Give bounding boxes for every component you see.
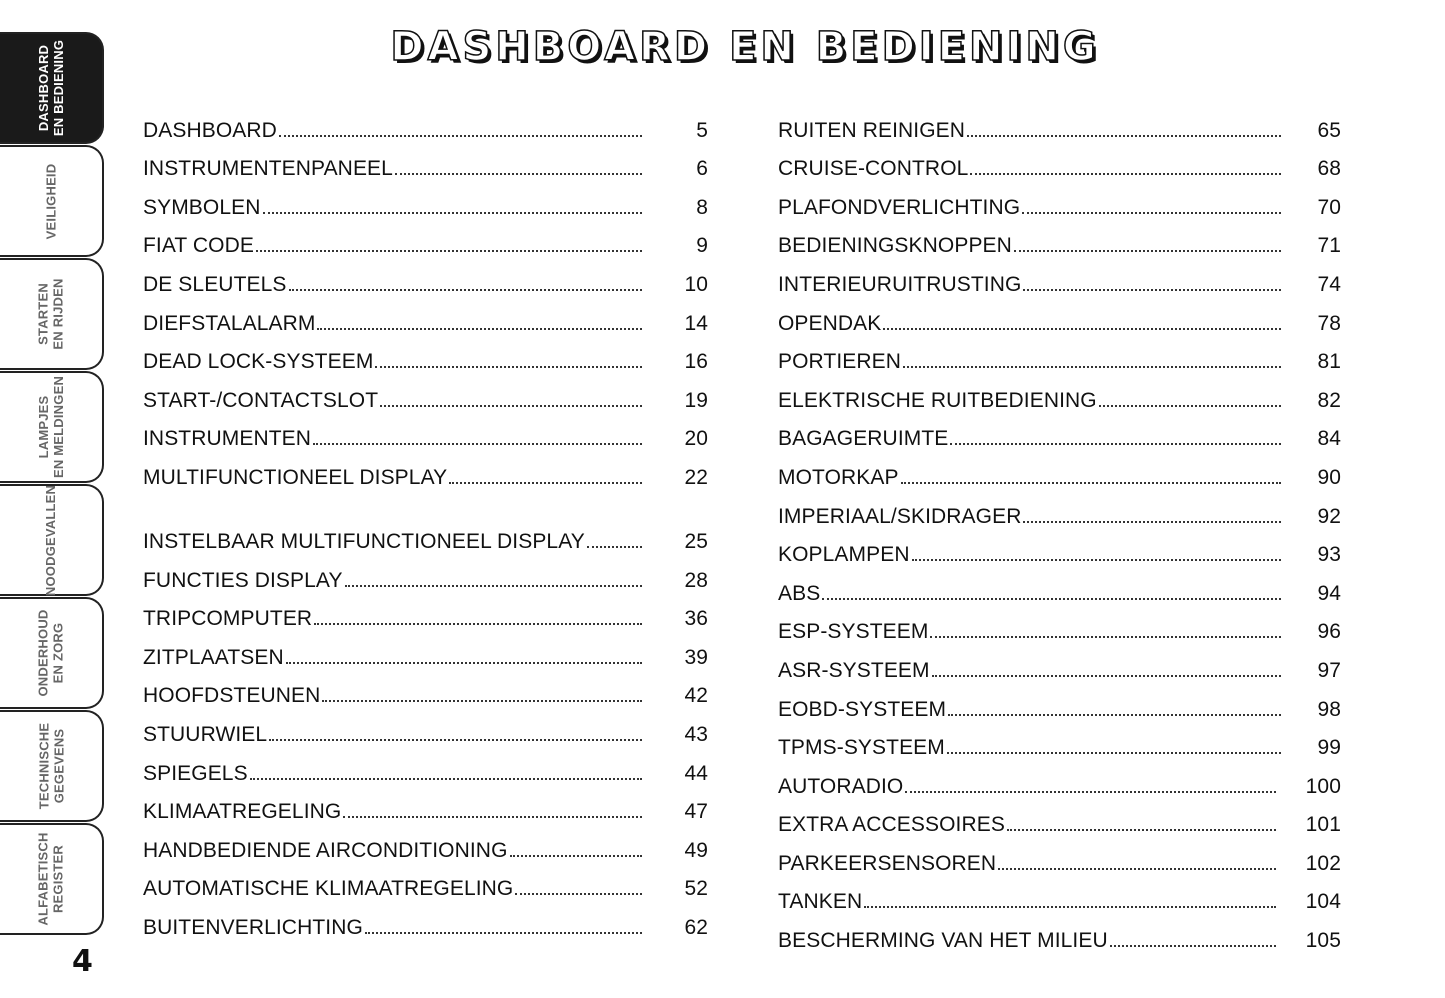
dot-leader [1099,405,1281,407]
toc-entry-page: 42 [684,684,708,708]
toc-entry[interactable] [143,103,708,142]
toc-entry[interactable] [778,759,1341,798]
dot-leader [395,173,642,175]
toc-entry-title: EOBD-SYSTEEM [778,697,947,721]
toc-entry[interactable] [778,412,1341,451]
tab-label: TECHNISCHE GEGEVENS [35,722,66,810]
toc-entry[interactable] [143,900,708,939]
toc-entry-title: RUITEN REINIGEN [778,118,966,142]
toc-entry-page: 43 [684,722,708,746]
toc-entry-title: SPIEGELS [143,761,248,785]
toc-entry[interactable] [778,836,1341,875]
dot-leader [1022,212,1281,214]
toc-entry-title: PLAFONDVERLICHTING [778,195,1021,219]
toc-entry[interactable] [778,566,1341,605]
toc-entry-title: FUNCTIES DISPLAY [143,568,343,592]
tab-label: VEILIGHEID [43,163,59,239]
toc-entry[interactable] [778,219,1341,258]
toc-entry-title: INTERIEURUITRUSTING [778,272,1022,296]
tab-label: NOODGEVALLEN [43,484,59,596]
toc-entry[interactable] [143,257,708,296]
toc-entry-page: 14 [684,311,708,335]
toc-entry-title: DASHBOARD [143,118,277,142]
toc-entry[interactable] [778,489,1341,528]
toc-entry-title: FIAT CODE [143,234,254,258]
toc-entry[interactable] [143,862,708,901]
toc-entry[interactable] [143,335,708,374]
toc-entry-page: 52 [684,877,708,901]
toc-entry[interactable] [778,721,1341,760]
toc-entry[interactable] [778,682,1341,721]
toc-entry-page: 39 [684,645,708,669]
toc-entry[interactable] [143,450,708,489]
toc-entry[interactable] [143,373,708,412]
toc-entry-title: ELEKTRISCHE RUITBEDIENING [778,388,1097,412]
toc-entry-title: MOTORKAP [778,465,899,489]
toc-entry[interactable] [778,335,1341,374]
toc-entry-page: 104 [1305,890,1341,914]
toc-entry-title: BUITENVERLICHTING [143,915,363,939]
toc-entry-page: 96 [1317,620,1341,644]
toc-entry-page: 105 [1305,929,1341,953]
toc-entry-page: 71 [1317,234,1341,258]
toc-entry-page: 74 [1317,272,1341,296]
toc-entry-page: 84 [1317,427,1341,451]
toc-entry-title: EXTRA ACCESSOIRES [778,813,1005,837]
toc-entry-title: STUURWIEL [143,722,268,746]
toc-entry-page: 10 [684,272,708,296]
tab-alfabetisch-register[interactable] [0,823,104,935]
tab-starten-en-rijden[interactable] [0,258,104,370]
toc-entry-page: 81 [1317,350,1341,374]
toc-entry-title: MULTIFUNCTIONEEL DISPLAY [143,465,448,489]
dot-leader [449,482,642,484]
dot-leader [1110,945,1276,947]
toc-entry[interactable] [778,913,1341,952]
tab-dashboard-en-bediening[interactable] [0,32,104,144]
dot-leader [269,739,642,741]
dot-leader [950,443,1281,445]
dot-leader [289,289,643,291]
toc-entry-title: CRUISE-CONTROL [778,157,969,181]
toc-entry-page: 25 [684,529,708,553]
toc-entry-page: 68 [1317,157,1341,181]
dot-leader [286,662,642,664]
tab-label: LAMPJES EN MELDINGEN [36,375,67,479]
toc-entry[interactable] [778,257,1341,296]
dot-leader [998,868,1275,870]
toc-entry-page: 99 [1317,736,1341,760]
dot-leader [912,559,1281,561]
toc-entry[interactable] [778,373,1341,412]
toc-entry-page: 97 [1317,658,1341,682]
toc-entry-page: 22 [684,465,708,489]
dot-leader [250,778,642,780]
toc-entry[interactable] [143,630,708,669]
dot-leader [1023,289,1281,291]
dot-leader [510,855,642,857]
toc-entry-page: 98 [1317,697,1341,721]
dot-leader [948,714,1281,716]
toc-entry-title: AUTORADIO [778,774,904,798]
toc-entry-page: 62 [684,915,708,939]
toc-entry[interactable] [778,296,1341,335]
toc-entry-title: IMPERIAAL/SKIDRAGER [778,504,1022,528]
dot-leader [313,443,642,445]
toc-entry-title: INSTRUMENTEN [143,427,312,451]
toc-entry[interactable] [778,605,1341,644]
dot-leader [515,893,642,895]
toc-entry-page: 8 [696,195,708,219]
toc-entry[interactable] [143,412,708,451]
toc-entry-page: 36 [684,607,708,631]
toc-entry[interactable] [143,785,708,824]
dot-leader [317,328,642,330]
toc-entry[interactable] [778,180,1341,219]
toc-entry-title: INSTRUMENTENPANEEL [143,157,393,181]
toc-left-column [143,103,708,939]
toc-entry-title: HOOFDSTEUNEN [143,684,321,708]
toc-entry-page: 94 [1317,581,1341,605]
toc-entry-page: 16 [684,350,708,374]
toc-entry[interactable] [778,142,1341,181]
tab-label: DASHBOARD EN BEDIENING [36,39,66,137]
toc-entry-page: 49 [684,838,708,862]
toc-entry-page: 90 [1317,465,1341,489]
toc-entry[interactable] [143,296,708,335]
toc-entry-title: ASR-SYSTEEM [778,658,930,682]
dot-leader [314,623,642,625]
toc-entry-page: 28 [684,568,708,592]
dot-leader [345,585,642,587]
toc-entry-page: 93 [1317,543,1341,567]
dot-leader [903,366,1281,368]
toc-entry[interactable] [778,798,1341,837]
toc-entry-page: 78 [1317,311,1341,335]
toc-entry-page: 47 [684,800,708,824]
dot-leader [930,636,1281,638]
dot-leader [822,598,1281,600]
dot-leader [380,405,642,407]
toc-entry[interactable] [143,592,708,631]
toc-entry-title: START-/CONTACTSLOT [143,388,379,412]
dot-leader [322,700,642,702]
toc-entry[interactable] [143,823,708,862]
toc-entry-title: ABS [778,581,821,605]
dot-leader [587,546,642,548]
dot-leader [901,482,1281,484]
toc-entry[interactable] [778,528,1341,567]
toc-entry-title: AUTOMATISCHE KLIMAATREGELING [143,877,514,901]
dot-leader [1023,521,1281,523]
toc-entry-page: 5 [696,118,708,142]
tab-label: ALFABETISCH REGISTER [35,832,66,926]
dot-leader [1007,829,1276,831]
tab-lampjes-en-meldingen[interactable] [0,371,104,483]
toc-entry[interactable] [143,142,708,181]
toc-entry-title: HANDBEDIENDE AIRCONDITIONING [143,838,508,862]
tab-technische-gegevens[interactable] [0,710,104,822]
toc-entry-page: 44 [684,761,708,785]
toc-entry-title: SYMBOLEN [143,195,261,219]
toc-entry-title: PORTIEREN [778,350,902,374]
toc-entry-page: 6 [696,157,708,181]
toc-entry[interactable] [778,450,1341,489]
toc-entry-title: BEDIENINGSKNOPPEN [778,234,1012,258]
dot-leader [256,250,642,252]
toc-entry-page: 9 [696,234,708,258]
toc-entry-page: 65 [1317,118,1341,142]
dot-leader [905,791,1275,793]
toc-entry-title: INSTELBAAR MULTIFUNCTIONEEL DISPLAY [143,529,585,553]
toc-entry[interactable] [778,103,1341,142]
toc-entry[interactable] [143,707,708,746]
toc-entry-page: 100 [1305,774,1341,798]
toc-entry-page: 19 [684,388,708,412]
toc-entry-title: DE SLEUTELS [143,272,287,296]
toc-entry-title: BAGAGERUIMTE [778,427,949,451]
dot-leader [1014,250,1281,252]
toc-entry-title: KLIMAATREGELING [143,800,342,824]
toc-entry[interactable] [143,219,708,258]
toc-entry[interactable] [143,489,708,553]
toc-right-column [778,103,1341,952]
toc-entry[interactable] [143,180,708,219]
toc-entry-title: TANKEN [778,890,863,914]
dot-leader [279,135,642,137]
tab-label: STARTEN EN RIJDEN [36,278,66,350]
page-number: 4 [72,944,93,979]
toc-entry-title: ESP-SYSTEEM [778,620,929,644]
toc-entry[interactable] [143,669,708,708]
dot-leader [375,366,642,368]
dot-leader [883,328,1281,330]
toc-entry-title: OPENDAK [778,311,882,335]
toc-entry-title: KOPLAMPEN [778,543,910,567]
toc-entry-title: DIEFSTALALARM [143,311,316,335]
toc-entry-page: 70 [1317,195,1341,219]
toc-entry-page: 92 [1317,504,1341,528]
tab-label: ONDERHOUD EN ZORG [36,609,66,697]
toc-entry-title: TPMS-SYSTEEM [778,736,945,760]
toc-entry[interactable] [143,553,708,592]
toc-entry-title: PARKEERSENSOREN [778,851,997,875]
dot-leader [263,212,643,214]
toc-entry[interactable] [778,875,1341,914]
toc-entry[interactable] [143,746,708,785]
toc-entry-title: DEAD LOCK-SYSTEEM [143,350,374,374]
dot-leader [365,932,642,934]
tab-onderhoud-en-zorg[interactable] [0,597,104,709]
toc-entry-title: ZITPLAATSEN [143,645,284,669]
tab-veiligheid[interactable] [0,145,104,257]
page-title: DASHBOARD EN BEDIENING [390,24,1100,70]
toc-entry-page: 101 [1305,813,1341,837]
toc-entry-title: BESCHERMING VAN HET MILIEU [778,929,1108,953]
toc-entry-page: 102 [1305,851,1341,875]
dot-leader [970,173,1281,175]
toc-entry-page: 82 [1317,388,1341,412]
dot-leader [967,135,1281,137]
dot-leader [343,816,642,818]
dot-leader [947,752,1281,754]
tab-noodgevallen[interactable] [0,484,104,596]
dot-leader [932,675,1281,677]
toc-entry-page: 20 [684,427,708,451]
toc-entry[interactable] [778,643,1341,682]
dot-leader [864,906,1275,908]
toc-entry-title: TRIPCOMPUTER [143,607,313,631]
